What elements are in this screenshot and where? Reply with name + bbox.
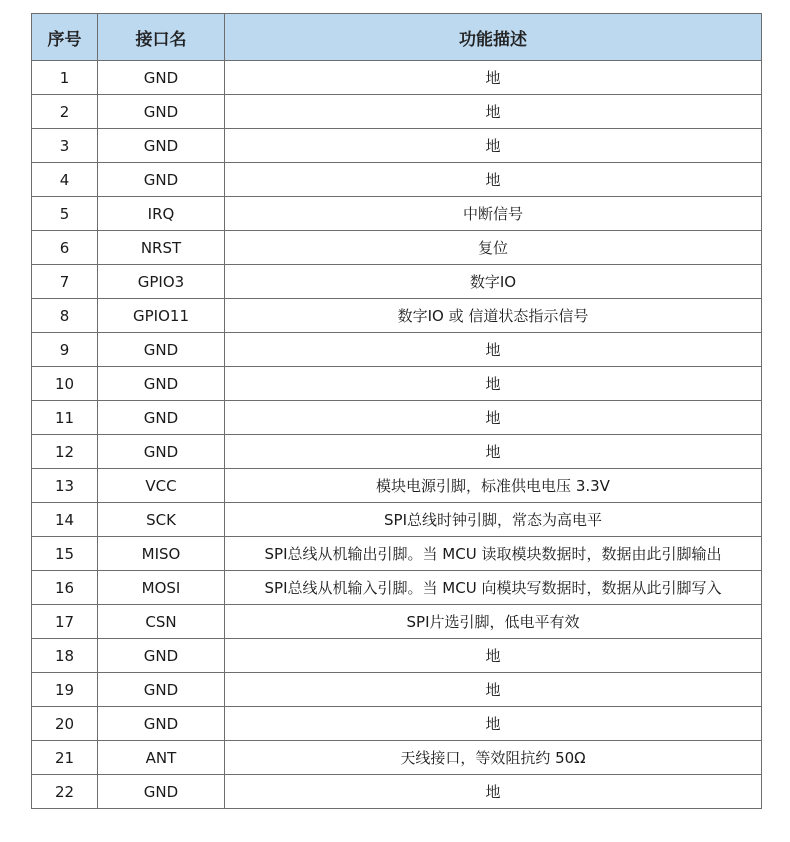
cell-index: 21 <box>32 741 98 775</box>
cell-description: SPI总线从机输出引脚。当 MCU 读取模块数据时，数据由此引脚输出 <box>225 537 762 571</box>
pin-definition-table <box>31 13 762 809</box>
cell-description: 地 <box>225 333 762 367</box>
cell-index: 18 <box>32 639 98 673</box>
cell-pin-name: MISO <box>98 537 225 571</box>
cell-description: 中断信号 <box>225 197 762 231</box>
cell-index: 11 <box>32 401 98 435</box>
cell-description: SPI总线时钟引脚，常态为高电平 <box>225 503 762 537</box>
table-row <box>32 197 762 231</box>
cell-pin-name: GND <box>98 333 225 367</box>
table-row <box>32 673 762 707</box>
cell-pin-name: GND <box>98 367 225 401</box>
cell-description: 数字IO 或 信道状态指示信号 <box>225 299 762 333</box>
table-row <box>32 95 762 129</box>
cell-index: 10 <box>32 367 98 401</box>
cell-description: 地 <box>225 95 762 129</box>
cell-index: 13 <box>32 469 98 503</box>
cell-description: 复位 <box>225 231 762 265</box>
cell-description: 地 <box>225 435 762 469</box>
table-row <box>32 537 762 571</box>
cell-pin-name: GND <box>98 707 225 741</box>
cell-pin-name: GND <box>98 129 225 163</box>
cell-description: 地 <box>225 639 762 673</box>
cell-description: 地 <box>225 61 762 95</box>
table-row <box>32 435 762 469</box>
cell-description: 地 <box>225 367 762 401</box>
cell-index: 7 <box>32 265 98 299</box>
table-row <box>32 741 762 775</box>
cell-pin-name: VCC <box>98 469 225 503</box>
table-row <box>32 605 762 639</box>
cell-index: 2 <box>32 95 98 129</box>
header-description: 功能描述 <box>225 14 762 61</box>
table-row <box>32 299 762 333</box>
table-row <box>32 503 762 537</box>
table-body <box>32 61 762 809</box>
table-row <box>32 571 762 605</box>
header-index: 序号 <box>32 14 98 61</box>
cell-pin-name: GND <box>98 775 225 809</box>
cell-pin-name: SCK <box>98 503 225 537</box>
cell-index: 1 <box>32 61 98 95</box>
table-row <box>32 265 762 299</box>
cell-index: 3 <box>32 129 98 163</box>
cell-description: SPI片选引脚，低电平有效 <box>225 605 762 639</box>
cell-index: 9 <box>32 333 98 367</box>
table-row <box>32 61 762 95</box>
cell-description: 天线接口，等效阻抗约 50Ω <box>225 741 762 775</box>
table-row <box>32 129 762 163</box>
cell-pin-name: GPIO11 <box>98 299 225 333</box>
cell-description: 模块电源引脚，标准供电电压 3.3V <box>225 469 762 503</box>
table-row <box>32 163 762 197</box>
table-row <box>32 231 762 265</box>
cell-pin-name: GND <box>98 163 225 197</box>
table-row <box>32 639 762 673</box>
cell-description: 地 <box>225 775 762 809</box>
cell-pin-name: NRST <box>98 231 225 265</box>
cell-pin-name: GND <box>98 61 225 95</box>
table-header <box>32 14 762 61</box>
cell-pin-name: IRQ <box>98 197 225 231</box>
cell-description: SPI总线从机输入引脚。当 MCU 向模块写数据时，数据从此引脚写入 <box>225 571 762 605</box>
table-row <box>32 775 762 809</box>
cell-description: 地 <box>225 163 762 197</box>
cell-index: 17 <box>32 605 98 639</box>
table-row <box>32 401 762 435</box>
cell-pin-name: GND <box>98 673 225 707</box>
table-row <box>32 333 762 367</box>
cell-pin-name: GND <box>98 95 225 129</box>
cell-pin-name: GND <box>98 401 225 435</box>
header-row <box>32 14 762 61</box>
cell-index: 22 <box>32 775 98 809</box>
cell-pin-name: GND <box>98 435 225 469</box>
cell-pin-name: MOSI <box>98 571 225 605</box>
cell-pin-name: GPIO3 <box>98 265 225 299</box>
cell-index: 6 <box>32 231 98 265</box>
cell-description: 地 <box>225 401 762 435</box>
cell-index: 5 <box>32 197 98 231</box>
cell-index: 4 <box>32 163 98 197</box>
cell-index: 8 <box>32 299 98 333</box>
cell-description: 地 <box>225 129 762 163</box>
cell-description: 地 <box>225 707 762 741</box>
cell-pin-name: GND <box>98 639 225 673</box>
cell-index: 16 <box>32 571 98 605</box>
cell-index: 19 <box>32 673 98 707</box>
cell-pin-name: CSN <box>98 605 225 639</box>
table-row <box>32 367 762 401</box>
table-row <box>32 707 762 741</box>
cell-index: 12 <box>32 435 98 469</box>
cell-description: 数字IO <box>225 265 762 299</box>
cell-description: 地 <box>225 673 762 707</box>
table-row <box>32 469 762 503</box>
cell-index: 15 <box>32 537 98 571</box>
cell-index: 14 <box>32 503 98 537</box>
cell-pin-name: ANT <box>98 741 225 775</box>
header-pin-name: 接口名 <box>98 14 225 61</box>
cell-index: 20 <box>32 707 98 741</box>
